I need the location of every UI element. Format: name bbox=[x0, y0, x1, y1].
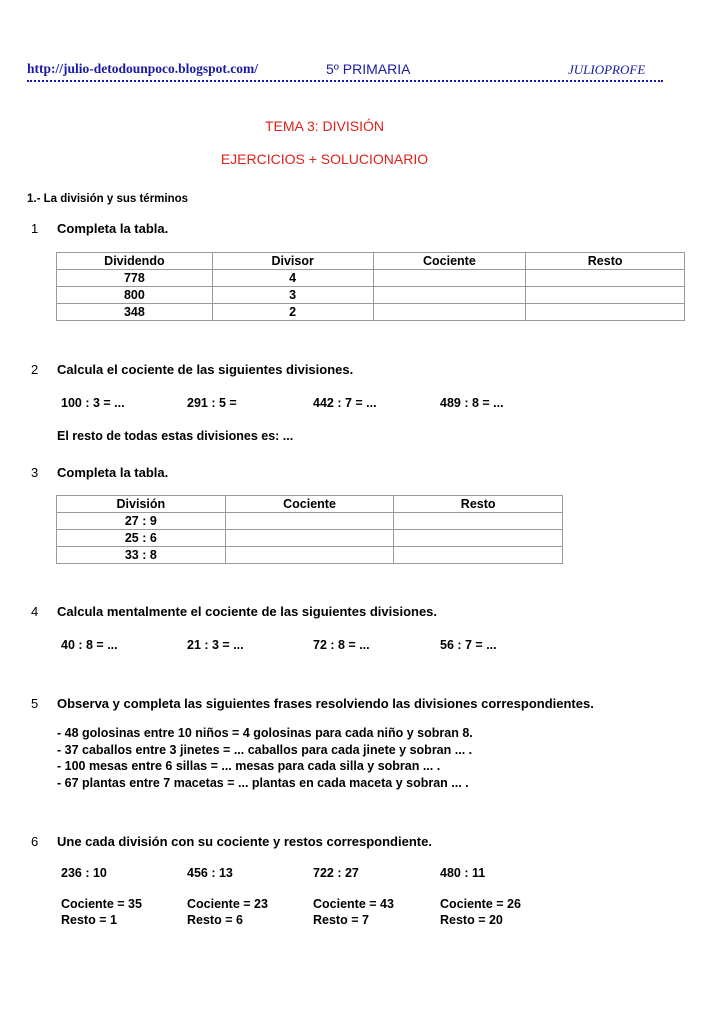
exercise-6-quotient[interactable]: Cociente = 26 bbox=[440, 897, 521, 911]
exercise-3-table bbox=[56, 495, 563, 564]
table-cell: 800 bbox=[57, 287, 213, 304]
exercise-6-number: 6 bbox=[31, 834, 39, 849]
table-header-cell: Cociente bbox=[373, 253, 526, 270]
table-header-cell: División bbox=[57, 496, 226, 513]
exercise-5-line: - 48 golosinas entre 10 niños = 4 golosinas para cada niño y sobran 8. bbox=[57, 726, 473, 740]
table-cell-answer[interactable] bbox=[526, 287, 685, 304]
exercise-4-question: Calcula mentalmente el cociente de las siguientes divisiones. bbox=[57, 604, 438, 619]
exercise-2-remark: El resto de todas estas divisiones es: ... bbox=[57, 429, 294, 443]
table-header-cell: Cociente bbox=[225, 496, 394, 513]
exercise-2-number: 2 bbox=[31, 362, 39, 377]
table-row bbox=[57, 547, 563, 564]
exercise-6-remainder[interactable]: Resto = 6 bbox=[187, 913, 243, 927]
exercise-5-line: - 67 plantas entre 7 macetas = ... plantas en cada maceta y sobran ... . bbox=[57, 776, 469, 790]
exercise-5-line: - 37 caballos entre 3 jinetes = ... caballos para cada jinete y sobran ... . bbox=[57, 743, 473, 757]
header-grade: 5º PRIMARIA bbox=[326, 61, 411, 77]
table-row bbox=[57, 530, 563, 547]
exercise-4-item: 40 : 8 = ... bbox=[61, 638, 118, 652]
table-cell: 25 : 6 bbox=[57, 530, 226, 547]
exercise-6-question: Une cada división con su cociente y restos correspondiente. bbox=[57, 834, 432, 849]
table-cell: 4 bbox=[212, 270, 373, 287]
exercise-2-item: 100 : 3 = ... bbox=[61, 396, 125, 410]
exercise-2-item: 442 : 7 = ... bbox=[313, 396, 377, 410]
table-cell-answer[interactable] bbox=[394, 513, 563, 530]
exercise-6-division[interactable]: 236 : 10 bbox=[61, 866, 107, 880]
table-cell: 27 : 9 bbox=[57, 513, 226, 530]
table-cell-answer[interactable] bbox=[225, 530, 394, 547]
table-cell-answer[interactable] bbox=[394, 530, 563, 547]
table-row bbox=[57, 287, 685, 304]
exercise-6-remainder[interactable]: Resto = 7 bbox=[313, 913, 369, 927]
table-header-cell: Resto bbox=[394, 496, 563, 513]
table-header-row bbox=[57, 496, 563, 513]
table-cell: 3 bbox=[212, 287, 373, 304]
exercise-5-number: 5 bbox=[31, 696, 39, 711]
exercise-6-quotient[interactable]: Cociente = 35 bbox=[61, 897, 142, 911]
table-header-row bbox=[57, 253, 685, 270]
exercise-2-item: 489 : 8 = ... bbox=[440, 396, 504, 410]
exercise-4-number: 4 bbox=[31, 604, 39, 619]
table-cell-answer[interactable] bbox=[225, 547, 394, 564]
header-author: JULIOPROFE bbox=[568, 62, 646, 77]
table-cell-answer[interactable] bbox=[373, 304, 526, 321]
table-cell-answer[interactable] bbox=[394, 547, 563, 564]
header-url-link[interactable]: http://julio-detodounpoco.blogspot.com/ bbox=[27, 61, 259, 76]
header-dotted-divider bbox=[27, 80, 663, 82]
page-subtitle: EJERCICIOS + SOLUCIONARIO bbox=[220, 151, 429, 167]
table-cell-answer[interactable] bbox=[373, 270, 526, 287]
exercise-5-line: - 100 mesas entre 6 sillas = ... mesas para cada silla y sobran ... . bbox=[57, 759, 441, 773]
table-row bbox=[57, 513, 563, 530]
table-cell-answer[interactable] bbox=[526, 304, 685, 321]
section-heading: 1.- La división y sus términos bbox=[27, 193, 189, 205]
table-header-cell: Divisor bbox=[212, 253, 373, 270]
exercise-6-division[interactable]: 722 : 27 bbox=[313, 866, 359, 880]
table-header-cell: Dividendo bbox=[57, 253, 213, 270]
table-cell: 33 : 8 bbox=[57, 547, 226, 564]
table-header-cell: Resto bbox=[526, 253, 685, 270]
table-cell: 2 bbox=[212, 304, 373, 321]
exercise-1-table bbox=[56, 252, 685, 321]
table-cell-answer[interactable] bbox=[526, 270, 685, 287]
table-row bbox=[57, 270, 685, 287]
exercise-1-number: 1 bbox=[31, 221, 39, 236]
exercise-2-item: 291 : 5 = bbox=[187, 396, 237, 410]
table-cell: 348 bbox=[57, 304, 213, 321]
exercise-3-number: 3 bbox=[31, 465, 39, 480]
exercise-3-question: Completa la tabla. bbox=[57, 465, 169, 480]
table-row bbox=[57, 304, 685, 321]
table-cell-answer[interactable] bbox=[373, 287, 526, 304]
exercise-4-item: 21 : 3 = ... bbox=[187, 638, 244, 652]
exercise-6-remainder[interactable]: Resto = 1 bbox=[61, 913, 117, 927]
exercise-6-division[interactable]: 480 : 11 bbox=[440, 866, 486, 880]
exercise-6-quotient[interactable]: Cociente = 23 bbox=[187, 897, 268, 911]
exercise-4-item: 72 : 8 = ... bbox=[313, 638, 370, 652]
exercise-2-question: Calcula el cociente de las siguientes divisiones. bbox=[57, 362, 354, 377]
exercise-6-remainder[interactable]: Resto = 20 bbox=[440, 913, 503, 927]
exercise-4-item: 56 : 7 = ... bbox=[440, 638, 497, 652]
exercise-5-question: Observa y completa las siguientes frases resolviendo las divisiones correspondientes. bbox=[57, 696, 594, 711]
table-cell: 778 bbox=[57, 270, 213, 287]
exercise-6-division[interactable]: 456 : 13 bbox=[187, 866, 233, 880]
page-title: TEMA 3: DIVISIÓN bbox=[264, 118, 385, 134]
table-cell-answer[interactable] bbox=[225, 513, 394, 530]
exercise-6-quotient[interactable]: Cociente = 43 bbox=[313, 897, 394, 911]
exercise-1-question: Completa la tabla. bbox=[57, 221, 169, 236]
